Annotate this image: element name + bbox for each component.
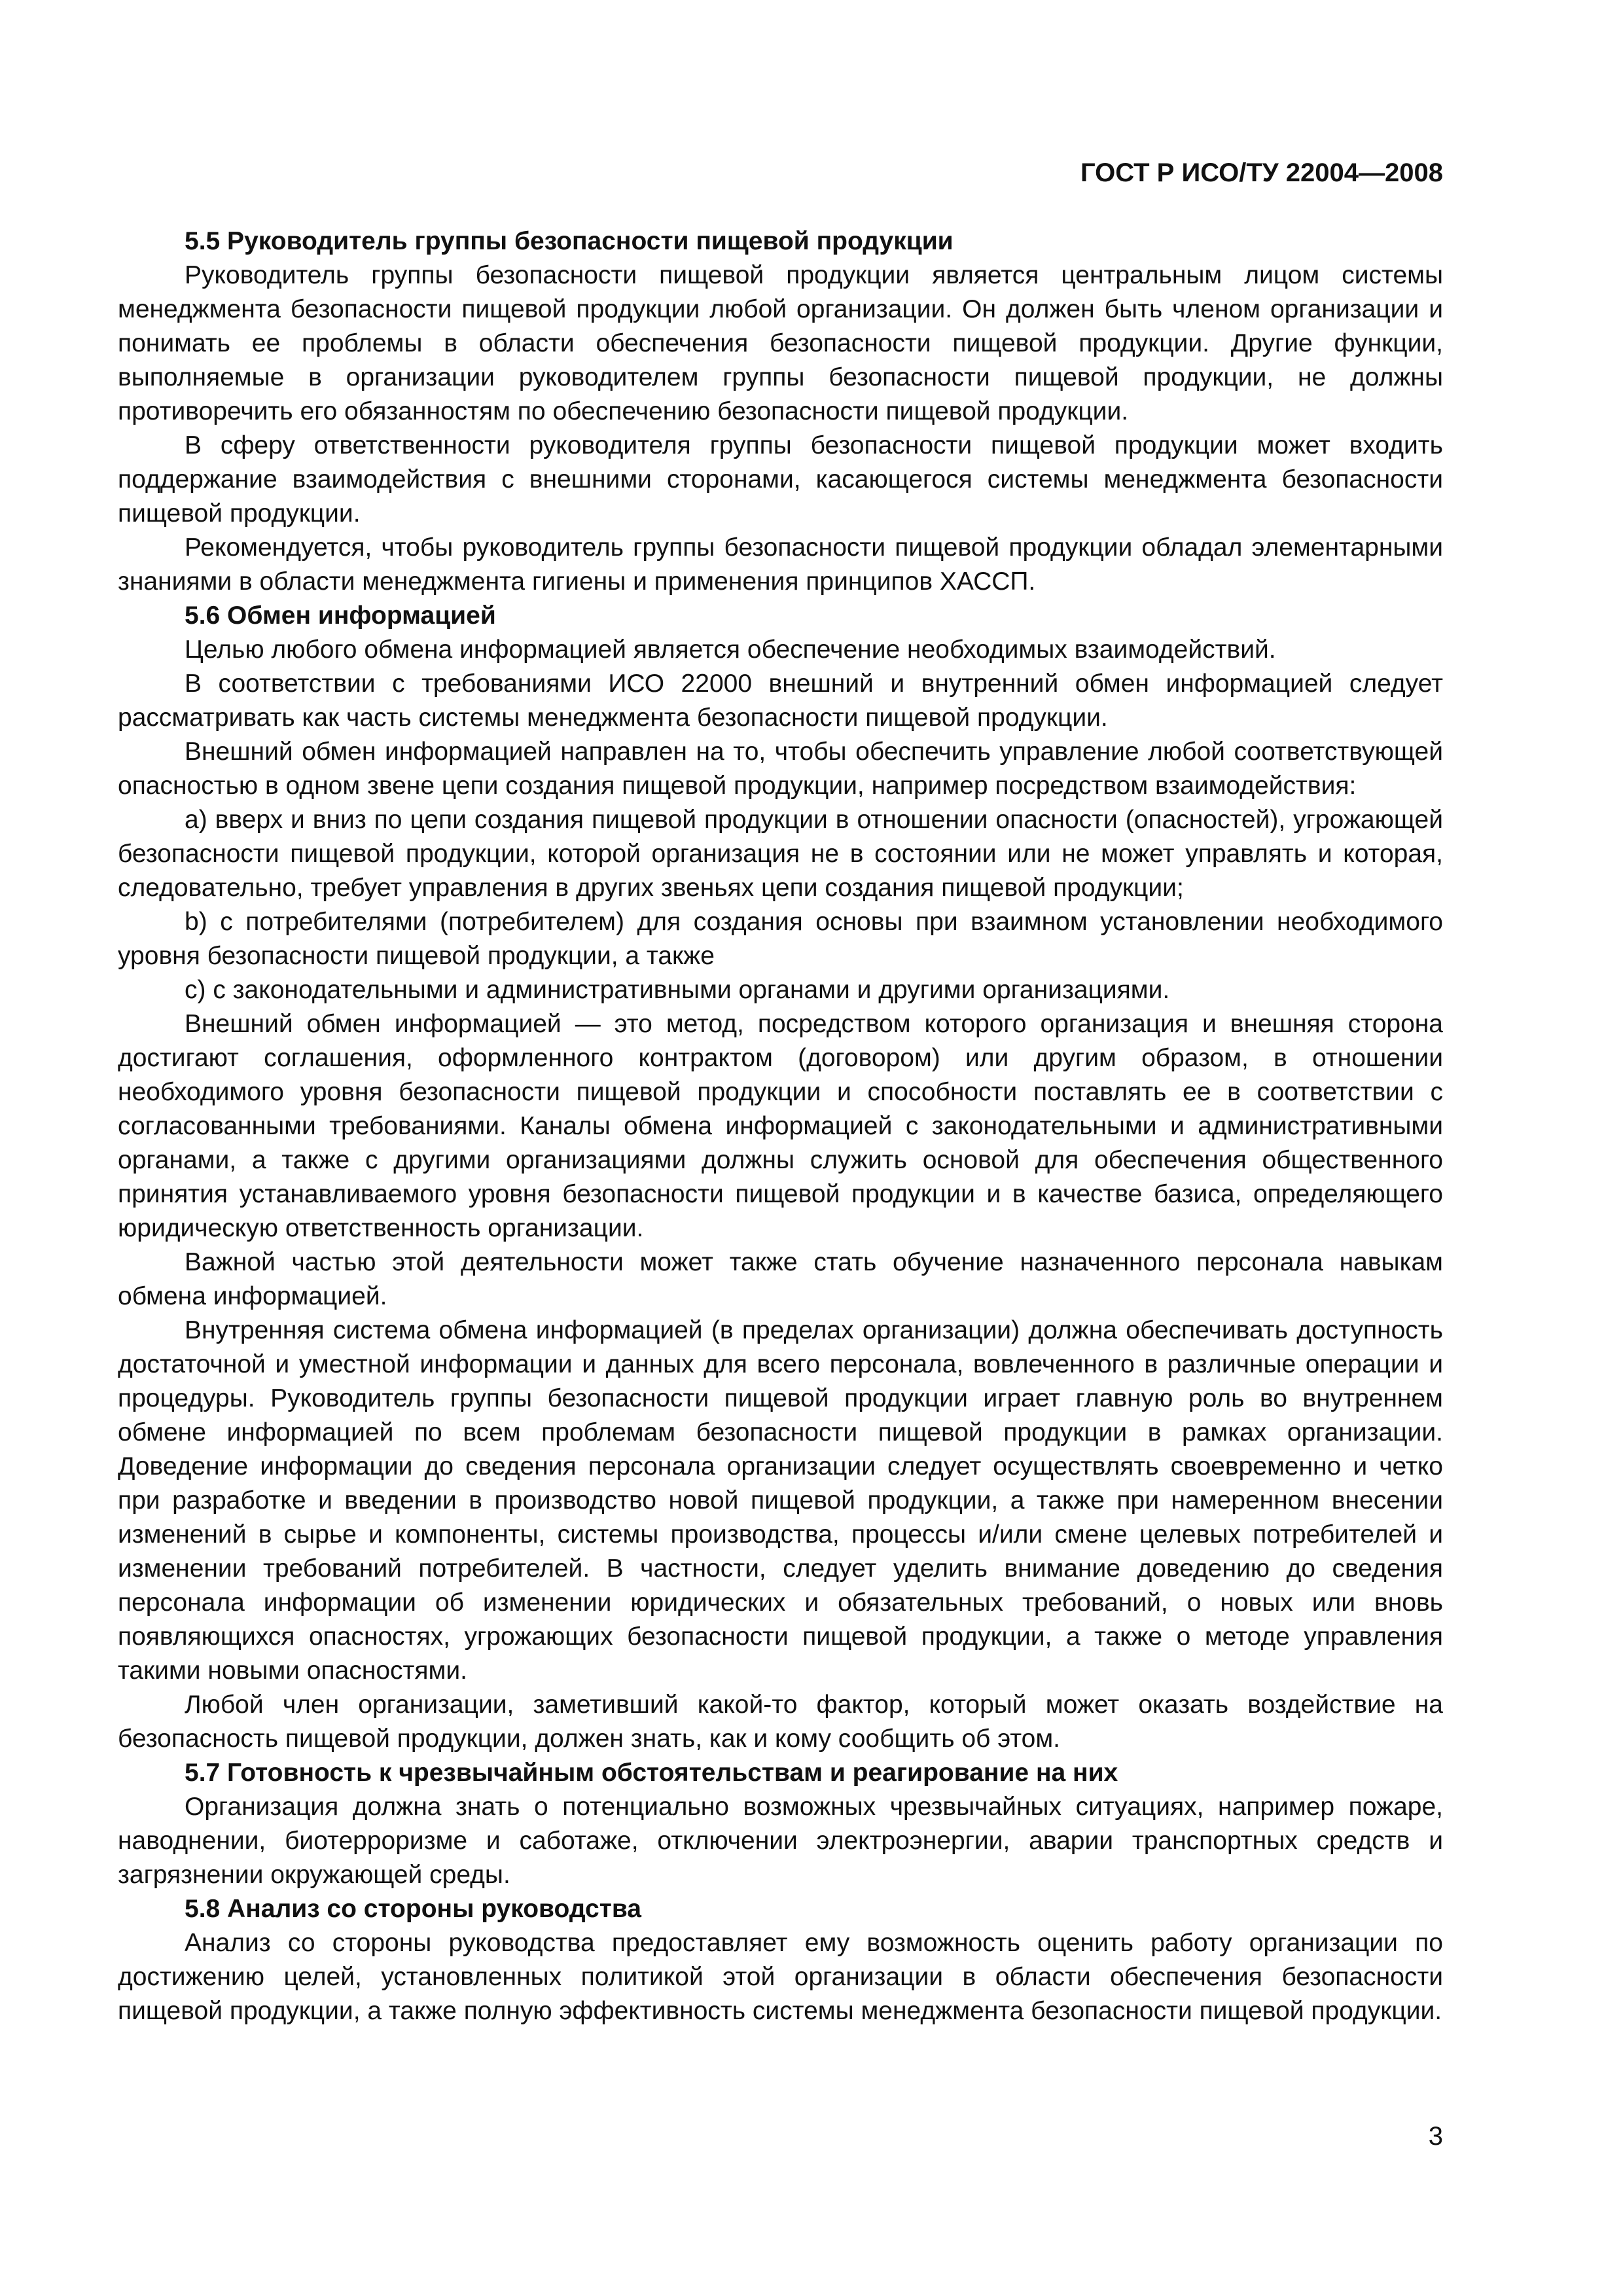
- paragraph: В сферу ответственности руководителя группы безопасности пищевой продукции может входить поддержание взаимодействия с внешними сторонами, касающегося системы менеджмента безопасности пищевой продукции.: [118, 431, 1443, 528]
- list-item: c) с законодательными и административными органами и другими организациями.: [185, 976, 1170, 1004]
- paragraph: Внешний обмен информацией направлен на то, чтобы обеспечить управление любой соответствующей опасностью в одном звене цепи создания пищевой продукции, например посредством взаимодействия:: [118, 738, 1443, 800]
- document-body: [118, 224, 1443, 2028]
- section-heading: 5.5 Руководитель группы безопасности пищевой продукции: [185, 227, 954, 255]
- page-number: 3: [1428, 2122, 1443, 2151]
- section-heading: 5.8 Анализ со стороны руководства: [185, 1895, 642, 1923]
- paragraph: Рекомендуется, чтобы руководитель группы безопасности пищевой продукции обладал элементарными знаниями в области менеджмента гигиены и применения принципов ХАССП.: [118, 533, 1443, 596]
- section-5-5: [118, 224, 1443, 599]
- paragraph: Любой член организации, заметивший какой-то фактор, который может оказать воздействие на безопасность пищевой продукции, должен знать, как и кому сообщить об этом.: [118, 1691, 1443, 1753]
- paragraph: Анализ со стороны руководства предоставляет ему возможность оценить работу организации по достижению целей, установленных политикой этой организации в области обеспечения безопасности пищевой продукции, а также полную эффективность системы менеджмента безопасности пищевой продукции.: [118, 1929, 1443, 2025]
- paragraph: Руководитель группы безопасности пищевой продукции является центральным лицом системы менеджмента безопасности пищевой продукции любой организации. Он должен быть членом организации и понимать ее проблемы в области обеспечения безопасности пищевой продукции. Другие функции, выполняемые в организации руководителем группы безопасности пищевой продукции, не должны противоречить его обязанностям по обеспечению безопасности пищевой продукции.: [118, 261, 1443, 425]
- document-id-header: ГОСТ Р ИСО/ТУ 22004—2008: [1080, 158, 1443, 187]
- section-5-7: [118, 1756, 1443, 1892]
- paragraph: Внутренняя система обмена информацией (в пределах организации) должна обеспечивать доступность достаточной и уместной информации и данных для всего персонала, вовлеченного в различные операции и процедуры. Руководитель группы безопасности пищевой продукции играет главную роль во внутреннем обмене информацией по всем проблемам безопасности пищевой продукции в рамках организации. Доведение информации до сведения персонала организации следует осуществлять своевременно и четко при разработке и введении в производство новой пищевой продукции, а также при намеренном внесении изменений в сырье и компоненты, системы производства, процессы и/или смене целевых потребителей и изменении требований потребителей. В частности, следует уделить внимание доведению до сведения персонала информации об изменении юридических и обязательных требований, о новых или вновь появляющихся опасностях, угрожающих безопасности пищевой продукции, а также о методе управления такими новыми опасностями.: [118, 1316, 1443, 1685]
- section-heading: 5.7 Готовность к чрезвычайным обстоятельствам и реагирование на них: [185, 1759, 1118, 1787]
- section-5-6: [118, 599, 1443, 1756]
- paragraph: Организация должна знать о потенциально возможных чрезвычайных ситуациях, например пожаре, наводнении, биотерроризме и саботаже, отключении электроэнергии, аварии транспортных средств и загрязнении окружающей среды.: [118, 1793, 1443, 1889]
- paragraph: Важной частью этой деятельности может также стать обучение назначенного персонала навыкам обмена информацией.: [118, 1248, 1443, 1310]
- list-item: a) вверх и вниз по цепи создания пищевой продукции в отношении опасности (опасностей), угрожающей безопасности пищевой продукции, которой организация не в состоянии или не может управлять и которая, следовательно, требует управления в других звеньях цепи создания пищевой продукции;: [118, 806, 1443, 902]
- list-item: b) с потребителями (потребителем) для создания основы при взаимном установлении необходимого уровня безопасности пищевой продукции, а также: [118, 908, 1443, 970]
- paragraph: Внешний обмен информацией — это метод, посредством которого организация и внешняя сторона достигают соглашения, оформленного контрактом (договором) или другим образом, в отношении необходимого уровня безопасности пищевой продукции и способности поставлять ее в соответствии с согласованными требованиями. Каналы обмена информацией с законодательными и административными органами, а также с другими организациями должны служить основой для обеспечения общественного принятия устанавливаемого уровня безопасности пищевой продукции и в качестве базиса, определяющего юридическую ответственность организации.: [118, 1010, 1443, 1242]
- paragraph: В соответствии с требованиями ИСО 22000 внешний и внутренний обмен информацией следует рассматривать как часть системы менеджмента безопасности пищевой продукции.: [118, 670, 1443, 732]
- document-page: [118, 157, 1443, 2206]
- section-5-8: [118, 1892, 1443, 2028]
- section-heading: 5.6 Обмен информацией: [185, 601, 496, 630]
- paragraph: Целью любого обмена информацией является обеспечение необходимых взаимодействий.: [185, 636, 1276, 664]
